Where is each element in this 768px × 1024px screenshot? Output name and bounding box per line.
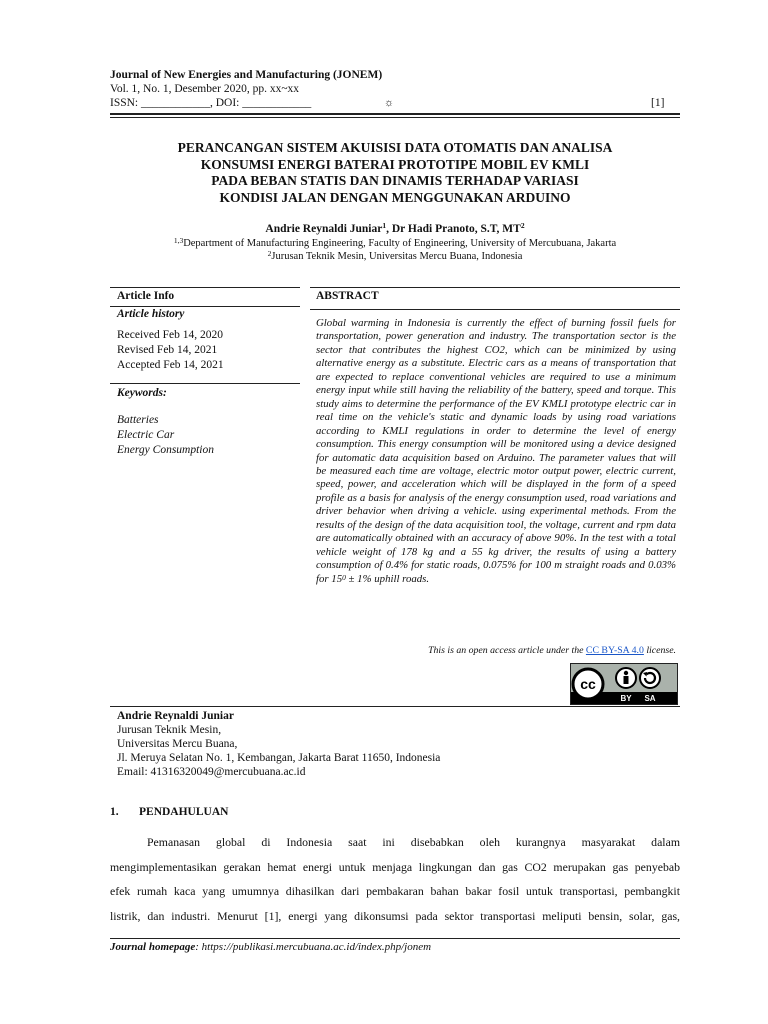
journal-volume: Vol. 1, No. 1, Desember 2020, pp. xx~xx — [110, 83, 300, 95]
abstract-text — [316, 317, 676, 586]
keywords-label: Keywords: — [117, 387, 167, 399]
homepage-label: Journal homepage — [110, 941, 196, 953]
author-list — [110, 223, 680, 235]
header-rule-thick — [110, 113, 680, 115]
corresponding-author-name: Andrie Reynaldi Juniar — [117, 710, 234, 722]
keyword-item: Batteries — [117, 414, 159, 426]
homepage-url[interactable]: : https://publikasi.mercubuana.ac.id/index.php/jonem — [195, 941, 432, 953]
affiliation-1-sup: 1,3 — [173, 236, 184, 245]
article-info-top-rule — [110, 287, 300, 288]
abstract-bottom-rule — [110, 706, 680, 707]
title-line-1: PERANCANGAN SISTEM AKUISISI DATA OTOMATIS DAN ANALISA — [177, 140, 613, 155]
paragraph-line-3: efek rumah kaca yang umumnya dihasilkan dari pembakaran bahan bakar fosil untuk transportasi, pembangkit — [110, 884, 680, 898]
journal-homepage — [110, 941, 431, 953]
author-separator: , — [386, 223, 392, 235]
received-date: Received Feb 14, 2020 — [117, 329, 224, 341]
title-line-3: PADA BEBAN STATIS DAN DINAMIS TERHADAP VARIASI — [211, 173, 579, 188]
paragraph-line-1 — [110, 830, 680, 855]
keyword-item: Energy Consumption — [117, 444, 214, 456]
affiliation-2 — [110, 251, 680, 262]
sa-label: SA — [644, 694, 656, 703]
affiliation-2-sup: 2 — [267, 249, 272, 258]
abstract-heading-rule — [310, 309, 680, 310]
page-number: [1] — [651, 97, 665, 109]
abstract-heading: ABSTRACT — [316, 290, 379, 302]
corresponding-dept: Jurusan Teknik Mesin, — [117, 724, 222, 736]
author-1: Andrie Reynaldi Juniar — [265, 223, 383, 235]
revised-date: Revised Feb 14, 2021 — [117, 344, 218, 356]
journal-issn-doi: ISSN: ____________, DOI: ____________ — [110, 97, 312, 109]
license-prefix: This is an open access article under the — [428, 645, 586, 656]
paragraph-line-4: listrik, dan industri. Menurut [1], energi yang dikonsumsi pada sektor transportasi meliputi bensin, solar, gas, — [110, 908, 680, 923]
by-label: BY — [620, 694, 632, 703]
article-info-heading: Article Info — [117, 290, 175, 302]
cc-mark-text: cc — [580, 676, 596, 692]
journal-name: Journal of New Energies and Manufacturing (JONEM) — [110, 69, 383, 81]
abstract-top-rule — [310, 287, 680, 288]
footer-rule — [110, 938, 680, 939]
title-line-2: KONSUMSI ENERGI BATERAI PROTOTIPE MOBIL EV KMLI — [200, 156, 590, 172]
affiliation-1-text: Department of Manufacturing Engineering, Faculty of Engineering, University of Mercubuana, Jakarta — [183, 238, 617, 249]
affiliation-1 — [110, 238, 680, 249]
corresponding-address: Jl. Meruya Selatan No. 1, Kembangan, Jakarta Barat 11650, Indonesia — [117, 752, 441, 764]
corresponding-university: Universitas Mercu Buana, — [117, 738, 238, 750]
corresponding-email: Email: 41316320049@mercubuana.ac.id — [117, 766, 306, 778]
cc-license-link[interactable]: CC BY-SA 4.0 — [585, 645, 644, 656]
section-title: PENDAHULUAN — [139, 806, 229, 818]
paragraph-line-2: mengimplementasikan gerakan hemat energi untuk menjaga lingkungan dan gas CO2 merupakan gas penyebab — [110, 859, 680, 874]
degree-sup: 0 — [342, 572, 346, 582]
author-2: Dr Hadi Pranoto, S.T, MT — [391, 223, 521, 235]
paragraph-line-1-text: Pemanasan global di Indonesia saat ini disebabkan oleh kurangnya masyarakat dalam — [147, 835, 680, 849]
sa-share-alike-icon — [640, 668, 660, 688]
author-1-sup: 1 — [382, 221, 387, 230]
article-info-heading-rule — [110, 306, 300, 307]
cc-badge-graphic — [571, 664, 677, 704]
body-paragraph — [110, 830, 680, 928]
article-history-label: Article history — [117, 308, 185, 320]
title-line-4: KONDISI JALAN DENGAN MENGGUNAKAN ARDUINO — [219, 189, 571, 205]
author-2-sup: 2 — [520, 221, 525, 230]
section-number: 1. — [110, 806, 119, 818]
keywords-rule — [110, 383, 300, 384]
license-note — [316, 645, 676, 656]
sun-symbol-icon: ☼ — [384, 97, 395, 109]
keyword-item: Electric Car — [117, 429, 175, 441]
header-rule-thin — [110, 117, 680, 118]
paper-title — [110, 140, 680, 206]
affiliation-2-text: Jurusan Teknik Mesin, Universitas Mercu Buana, Indonesia — [271, 251, 523, 262]
abstract-body-end: ± 1% uphill roads. — [345, 572, 430, 585]
abstract-body: Global warming in Indonesia is currently the effect of burning fossil fuels for transportation, power generation and industry. The transportation sector is the sector that contributes the highest CO2, which can be minimized by using alternative energy as a substitute. Electric cars as a means of transportation that are expected to replace conventional vehicles are required to use a minimum energy input while still having the reliability of the battery, speed and torque. This study aims to determine the performance of the EV KMLI prototype electric car in real time on the vehicle's static and dynamic loads by using road variations according to KMLI regulations in order to determine the level of energy consumption. This energy consumption will be monitored using a device designed for automatic data acquisition based on Arduino. The parameter values that will be measured each time are voltage, electric motor output power, electric current, speed, power, and acceleration which will be displayed in the form of a speed profile as a basis for analysis of the energy consumption used, road variations and driver behavior when driving a vehicle. using experimental methods. From the results of the design of the data acquisition tool, the voltage, current and rpm data are automatically obtained with an accuracy of above 90%. In the test with a total vehicle weight of 178 kg and a 55 kg driver, the results of using a battery consumption of 0.4% for static roads, 0.075% for 100 m straight roads and 0.03% for 15 — [316, 317, 676, 585]
cc-by-sa-badge[interactable] — [570, 663, 678, 705]
accepted-date: Accepted Feb 14, 2021 — [117, 359, 224, 371]
license-suffix: license. — [643, 645, 676, 656]
